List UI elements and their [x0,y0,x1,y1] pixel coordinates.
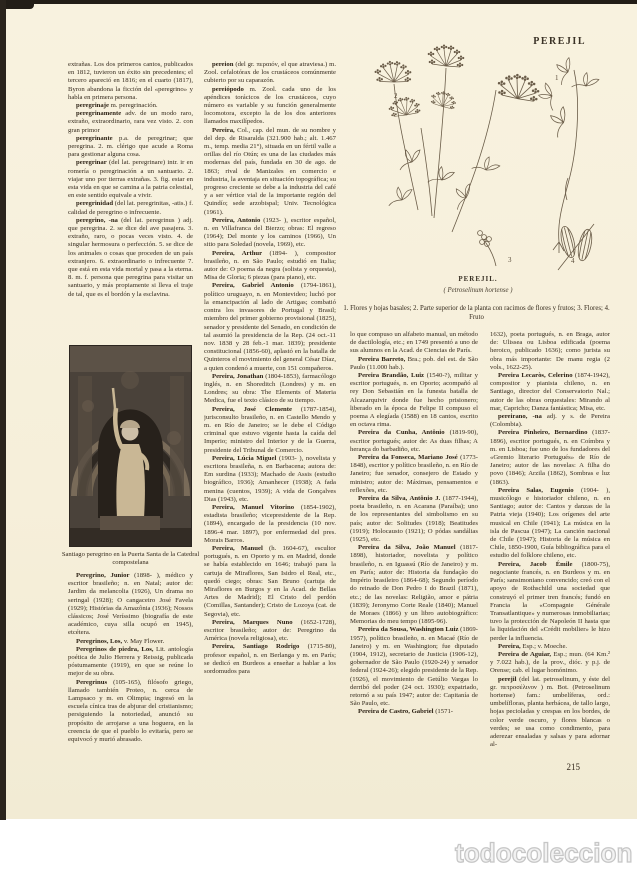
entry-headword: Pereira Lecaròs, Celerino [498,372,573,380]
todocoleccion-watermark: todocoleccion [455,838,633,868]
entry-paragraph: Pereira, José Clemente (1787-1854), jurisconsulto brasileño, n. en Castello Mendo y m. en Río de Janeiro; se le debe el Código criminal que estuvo vigente hasta la caída del Imperio; ministro del Interior y de la Guerra, presidente del Tribunal de Comercio. [204,405,336,454]
entry-headword: peregrinidad [76,200,114,208]
entry-paragraph: pereion (del gr. περαιόν, el que atraviesa.) m. Zool. cefalotórax de los crustáceos comúnmente cubierto por su caparazón. [204,61,336,85]
entry-paragraph: peregrinidad (del lat. peregrinitas, -atis.) f. calidad de peregrino o infrecuente. [68,200,193,216]
entry-headword: Pereira, Antonio [212,216,261,224]
entry-paragraph: pereiópodo m. Zool. cada uno de los apéndices torácicos de los crustáceos, cuyo número es variable y su función generalmente locomotora, excepto la de los dos anteriores llamados maxilípedos. [204,85,336,126]
entry-paragraph: Pereira, Esp.; v. Moeche. [498,642,568,650]
entry-headword: peregrinamente [76,110,122,118]
figure-caption: 1. Flores y hojas basales; 2. Parte superior de la planta con racimos de flores y frutos; 3. Flores; 4. Fruto [343,305,610,321]
entry-headword: Pereira, [212,126,235,134]
entry-paragraph: peregrinar (del lat. peregrinare) intr. ir en romería o peregrinación a un santuario. 2. viajar uno por tierras extrañas. 3. fig. estar en esta vida en que se camina a la patria celestial, en este sentido equivale a vivir. [68,159,193,200]
entry-paragraph: Pereira da Sousa, Washington Luiz (1869-1957), político brasileño, n. en Macaé (Río de Janeiro) y m. en Washington; fue diputado (1904, 1912), secretario de Justicia (1906-12), gobernador de São Paulo (1920-24) y senador federal (1924-26); elegido presidente de la Rep. (1926), el movimiento de Getúlio Vargas lo derribó del poder (24 oct. 1930); expatriado, retornó a su país 1947; autor de: Capitanía de São Paulo, etc. [350,626,478,708]
entry-paragraph: peregrinaje m. peregrinación. [76,102,158,110]
entry-paragraph: Pereira de Castro, Gabriel (1571- [358,708,454,716]
parsley-illustration [346,30,610,274]
entry-paragraph: Peregrino, Junior (1898- ), médico y escritor brasileño; n. en Natal; autor de: Jardim da melancolia (1926), Un drama no seringal (1928); O cangaceiro José Favela (1929); Histórias da Amazônia (1936); Nossos clássicos; José Veríssimo (biografía de este académico, cuya silla ocupó en 1945), etcétera. [68,572,193,637]
entry-headword: Pereira, Marques Nuno [212,618,293,626]
entry-headword: pereion [212,61,234,68]
entry-paragraph: Pereira da Silva, Antônio J. (1877-1944), poeta brasileño, n. en Acarana (Paraíba); uno de los representantes del simbolismo en su país; autor de: Solitudes (1918); Beatitudes (1919); Holocausto (1921); O pódas sandálias (1925), etc. [350,495,478,544]
entry-headword: pereiópodo [212,85,244,93]
entry-headword: Peregrinus [76,678,108,686]
entry-paragraph: Pereira da Fonseca, Mariano José (1773-1848), escritor y político brasileño, n. en Río de Janeiro; fue senador, consejero de Estado y ministro; autor de: Máximas, pensamentos e reflexões, etc. [350,454,478,494]
entry-headword: Pereira, Santiago Rodrigo [212,643,300,651]
figure-label-2: 2 [394,92,398,100]
entry-paragraph: Pereira, Manuel (h. 1604-67), escultor portugués, n. en Oporto y m. en Madrid, donde se había establecido en 1646; trabajó para la cartuja de Miraflores, San Isidro el Real, etc., quedó ciego; obras: San Bruno (cartuja de Miraflores en Burgos y en la Acad. de Bellas Artes de Madrid); El Cristo del perdón (Comillas, Santander); Cristo de Lozoya (cat. de Segovia), etc. [204,544,336,618]
entry-paragraph: Pereira Barreto, Bra.; pob. del est. de São Paulo (11.000 hab.). [350,355,478,371]
entry-paragraph: perejil (del lat. petroselinum, y éste del gr. πετροσέλινον ) m. Bot. (Petroselinum hortense) fam.: umbelíferas, ord.: umbelífloras, planta herbácea, de tallo largo, hojas pecioladas y crespas en los bordes, de color verde oscuro, y flores blancas o verdes; se usa como condimento, para aderezar ensaladas y salsas y para adornar al- [490,675,610,749]
entry-headword: Pereira da Silva, João Manuel [358,544,456,552]
scan-edge-top [0,0,637,4]
entry-headword: Pereira, Jonathan [212,372,264,380]
entry-headword: Peregrino, Junior [76,572,130,579]
entry-paragraph: 1632), poeta portugués, n. en Braga, autor de: Ulissea ou Lisboa edificada (poema heroico, publicado 1636); como jurista su obra más importante: De manu regia (2 vols., 1622-25). [490,331,610,371]
statue-photo [70,346,191,546]
entry-headword: Pereira, Manuel [212,544,263,552]
entry-paragraph: Peregrinus (105-165), filósofo griego, llamado también Proteo, n. cerca de Lampsaco y m. en Olimpia; ingresó en la escuela cínica tras de abjurar del cristianismo; persiguiendo la notoriedad, anunció su propósito de arrojarse a una hoguera, en la creencia de que el pueblo lo evitaría, pero se equivocó y murió abrasado. [68,678,193,744]
entry-headword: peregrinar [76,159,107,167]
entry-paragraph: Pereira, Santiago Rodrigo (1715-80), profesor español, n. en Berlanga y m. en París; se dedicó en Burdeos a enseñar a hablar a los sordomudos para [204,643,336,676]
scan-edge-left [0,0,6,820]
entry-headword: Pereira da Silva, Antônio J. [358,495,441,503]
entry-headword: pereirano, -na [498,413,542,421]
entry-headword: Pereira Pinheiro, Bernardino [498,429,588,437]
entry-paragraph: lo que compuso un alfabeto manual, un método de dactilología, etc.; en 1749 presentó a uno de sus alumnos en la Acad. de Ciencias de París. [350,331,478,355]
entry-paragraph: Peregrinos, Los, v. May Flower. [76,637,165,645]
entry-headword: Pereira de Castro, Gabriel [358,708,434,716]
entry-paragraph: Pereira da Cunha, Antônio (1819-90), escritor portugués; autor de: As duas filhas; A herança do barbadiño, etc. [350,429,478,453]
entry-paragraph: Pereira, Col., cap. del mun. de su nombre y del dep. de Risaralda (321.900 hab.; alt. 1.467 m., temp. media 21°), situada en un fértil valle a orillas del río Otún; es una de las ciudades más modernas del país, fundada en 30 de ago. de 1863; rival de Manizales en comercio e industria, la aventaja en situación topográfica; su progreso creciente se debe a la industria del café y a ser vértice vial de la importante región del Quindío; sede arzobispal; Univ. Tecnológica (1961). [204,126,336,216]
column-4 [490,331,610,780]
entry-paragraph: Pereira Brandão, Luiz (1540-?), militar y escritor portugués, n. en Oporto; acompañó al rey Don Sebastián en la funesta batalla de Alcazarquivir donde fue hecho prisionero; liberado en la época de Felipe II compuso el poema A elegíada (1588) en 18 cantos, escrito en octava rima. [350,372,478,429]
figure-title: PEREJIL. [458,275,498,283]
entry-paragraph: Pereira Pinheiro, Bernardino (1837-1896), escritor portugués, n. en Coímbra y m. en Lisboa; fue uno de los fundadores del «Gremio literario Portugués» de Río de Janeiro; autor de las novelas: A filha do povo (1846); Arzila (1862), Sombras e luz (1863). [490,429,610,486]
column-1-bottom [68,572,193,776]
entry-headword: peregrinaje [76,102,109,110]
entry-headword: Pereira, Arthur [212,249,263,257]
entry-paragraph: Pereira Salas, Eugenio (1904- ), musicólogo e historiador chileno, n. en Santiago; autor de: Cantos y danzas de la Patria vieja (1940); Los orígenes del arte musical en Chile (1941); La música en la isla de Pascua (1947); La canción nacional de Chile (1947); Historia de la música en Chile, 1850-1900, Guía bibliográfica para el estudio del folklore chileno, etc. [490,486,610,560]
entry-paragraph: peregrinante p.a. de peregrinar; que peregrina. 2. m. clérigo que acude a Roma para gestionar alguna cosa. [68,134,193,159]
photo-caption: Santiago peregrino en la Puerta Santa de la Catedral compostelana [61,551,200,567]
entry-headword: Pereira, Jacob Émile [498,560,573,568]
entry-paragraph: Pereira, Jacob Émile (1800-75), negociante francés, n. en Burdeos y m. en París; sansimoniano convencido; creó con el apoyo de Rothschild una sociedad que construyó el primer tren francés; fundó en Francia la «Compagnie Générale Transatlantique» y numerosas inmobiliarias; tuvo la protección de Napoleón II hasta que la liquidación del «Crédit mobilier» le hizo perder la influencia. [490,560,610,642]
entry-paragraph: Pereira, Jonathan (1804-1853), farmacólogo inglés, n. en Shoreditch (Londres) y m. en Londres; su obra: The Elements of Materia Medica, fue el texto clásico de su tiempo. [204,372,336,405]
column-3 [350,331,478,780]
entry-paragraph: Pereira, Manuel Vitorino (1854-1902), estadista brasileño; vicepresidente de la Rep. (1894), encargado de la presidencia (10 nov. 1896-4 mar. 1897), por enfermedad del pres. Morais Barros. [204,503,336,544]
page-paper [6,4,637,819]
entry-headword: Pereira Brandão, Luiz [358,372,425,380]
entry-paragraph: pereirano, -na adj. y s. de Pereira (Colombia). [490,413,610,429]
running-head: PEREJIL [533,36,586,47]
figure-label-3: 3 [508,256,512,264]
entry-headword: Pereira, José Clemente [212,405,292,413]
entry-paragraph: extrañas. Los dos primeros cantos, publicados en 1812, tuvieron un éxito sin precedentes; el tercero apareció en 1816; en el cuarto (1817), Byron abandona la ficción del «peregrino» y habla en primera persona. [68,61,193,101]
figure-label-4: 4 [571,257,575,265]
entry-headword: Pereira, Lúcia Miguel [212,454,277,462]
entry-paragraph: Pereira Lecaròs, Celerino (1874-1942), compositor y pianista chileno, n. en Santiago, director del Conservatorio Nal.; autor de las obras orquestales: Mirando al mar, Capricho; Danza fantástica; Misa, etc. [490,372,610,412]
entry-headword: peregrinante [76,134,113,142]
entry-paragraph: Pereira, Gabriel Antonio (1794-1861), político uruguayo, n. en Montevideo; luchó por la emancipación al lado de Artigas; combatió contra los invasores de Portugal y Brasil; miembro del primer gobierno provisional (1825), senador y presidente del Senado, en condición de tal asumió la presidencia de la Rep. (24 oct.-11 nov. 1838 y 28 feb.-1 mar. 1839); presidente constitucional (1856-60), aplastó en la batalla de Quinteros el movimiento del general César Díaz, a quien condenó a muerte, con 151 compañeros. [204,282,336,372]
entry-headword: Pereira, [498,642,521,650]
figure-latin-name: ( Petroselinum hortense ) [443,287,513,294]
column-2 [204,61,336,777]
entry-headword: Pereira Barreto, [358,355,406,363]
page-number: 215 [566,762,580,772]
entry-headword: Pereira Salas, Eugenio [498,486,574,494]
entry-headword: Pereira, Manuel Vitorino [212,503,295,511]
entry-paragraph: Pereira, Marques Nuno (1652-1728), escritor brasileño; autor de: Peregrino da América (novela religiosa), etc. [204,618,336,643]
entry-headword: Peregrinos, Los, [76,637,123,645]
entry-paragraph: Pereira, Arthur (1894- ), compositor brasileño, n. en São Paulo; estudió en Italia; autor de: O poema da negra (solista y orquesta), Misa de Gloria; 6 piezas (para piano), etc. [204,249,336,282]
column-1-top [68,61,193,345]
entry-headword: Pereira, Gabriel Antonio [212,282,294,290]
entry-paragraph: peregrino, -na (del lat. peregrinus ) adj. que peregrina. 2. se dice del ave pasajera. 3. extraño, raro, o pocas veces visto. 4. de singular hermosura o perfección. 5. se dice de los animales o cosas que proceden de un país extranjero. 6. extraordinario o infrecuente 7. que está en esta vida mortal y pasa a la eterna. 8. m. f. persona que peregrina para visitar un santuario, y más propiamente si lleva el traje de tal, que es el bordón y la esclavina. [68,216,193,298]
entry-paragraph: Pereira de Aguiar, Esp.; mun. (64 Km.² y 7.022 hab.), de la prov., dióc. y p.j. de Orense; cab. el lugar homónimo. [490,650,610,675]
figure-label-1: 1 [555,74,559,82]
entry-paragraph: Pereira, Antonio (1923- ), escritor español, n. en Villafranca del Bierzo; obras: El regreso (1964); Del monte y los caminos (1966), Un sitio para Soledad (novela, 1969), etc. [204,216,336,249]
entry-paragraph: peregrinamente adv. de un modo raro, extraño, extraordinario, rara vez visto. 2. con gran primor [68,110,193,134]
entry-paragraph: Pereira, Lúcia Miguel (1903- ), novelista y escritora brasileña, n. en Barbacena; autora de: Em surdina (1933); Machado de Assis (estudio biográfico, 1936); Amanhecer (1938); A fada menina (cuentos, 1939); A vida de Gonçalves Dias (1943), etc. [204,454,336,503]
entry-headword: Pereira de Aguiar, [498,650,552,658]
entry-headword: perejil [498,675,517,683]
entry-paragraph: Pereira da Silva, João Manuel (1817-1898), historiador, novelista y político brasileño, n. en Iguassú (Río de Janeiro) y m. en París; autor de: Historia da fundação do Império brasileiro (1864-68); Segundo período do reinado de Don Pedro I do Brazil (1871), etc.; de las novelas: Religião, amor e pátria (1839); Jeronymo Corte Reale (1840); Manuel de Moraes (1866) y un libro autobiográfico: Memorias do meu tempo (1895-96). [350,544,478,626]
entry-headword: Peregrinos de piedra, Los, [76,645,154,653]
entry-paragraph: Peregrinos de piedra, Los, Lit. antología poética de Julio Herrera y Reissig, publicada póstumamente (1919), en que se reúne lo mejor de su obra. [68,645,193,678]
entry-headword: peregrino, -na [76,216,118,224]
entry-headword: Pereira da Cunha, Antônio [358,429,445,437]
entry-headword: Pereira da Fonseca, Mariano José [358,454,458,462]
entry-headword: Pereira da Sousa, Washington Luiz [358,626,459,634]
